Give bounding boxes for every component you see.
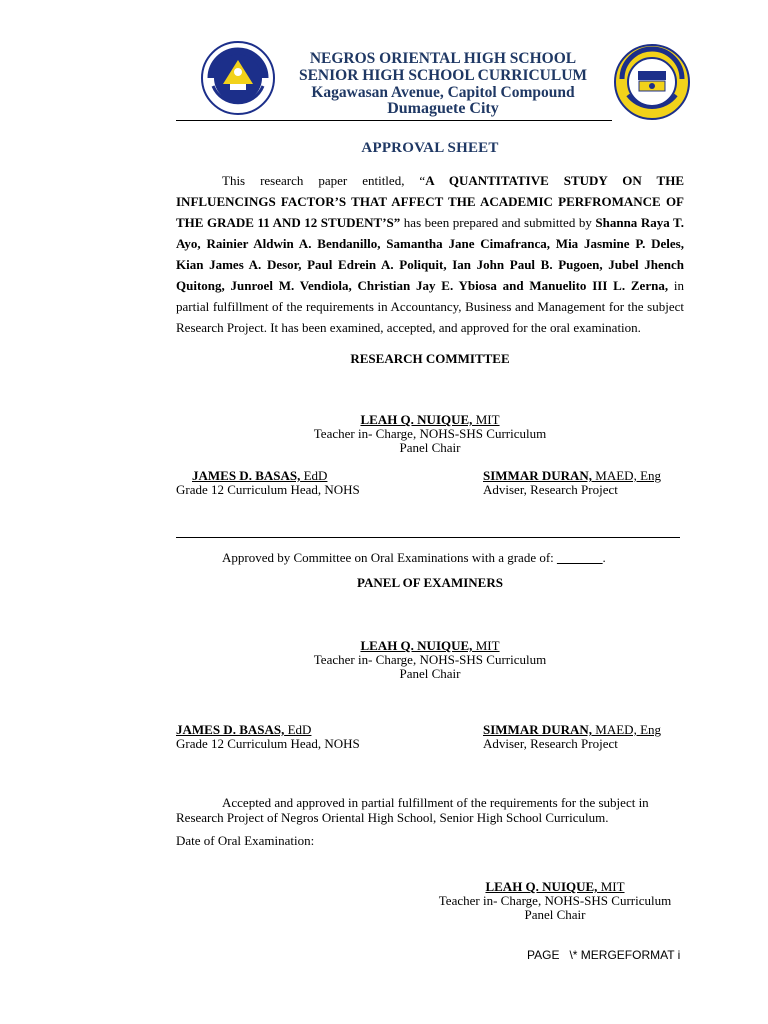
date-of-oral-exam-label: Date of Oral Examination: [176, 833, 315, 848]
committee-chair-title: Panel Chair [399, 440, 461, 455]
page-title: APPROVAL SHEET [361, 140, 499, 156]
grade-text: Approved by Committee on Oral Examinations with a grade of: [222, 550, 558, 565]
panel-chair-role: Teacher in- Charge, NOHS-SHS Curriculum [313, 652, 547, 667]
panel-right-signature [483, 723, 661, 751]
committee-left-name-line [192, 468, 327, 483]
acceptance-paragraph [176, 795, 676, 825]
final-name: LEAH Q. NUIQUE, [485, 879, 598, 894]
intro-lead: This research paper entitled, “ [222, 173, 426, 188]
committee-right-degree: MAED, Eng [592, 468, 662, 483]
school-name: NEGROS ORIENTAL HIGH SCHOOL [309, 50, 577, 67]
acceptance-text: Accepted and approved in partial fulfillment of the requirements for the subject in Research Project of Negros Oriental High School, Senior High School Curriculum. [176, 795, 649, 825]
committee-left-name: JAMES D. BASAS, [192, 468, 301, 483]
panel-left-degree: EdD [284, 722, 312, 737]
paper-title: A QUANTITATIVE STUDY ON THE INFLUENCINGS FACTOR’S THAT AFFECT THE ACADEMIC PERFROMANCE OF THE GRADE 11 AND 12 STUDENT’S” [176, 173, 684, 230]
grade-end: . [602, 550, 606, 565]
final-role: Teacher in- Charge, NOHS-SHS Curriculum [438, 893, 672, 908]
intro-mid: has been prepared and submitted by [400, 215, 596, 230]
committee-left-role: Grade 12 Curriculum Head, NOHS [176, 482, 360, 497]
panel-left-name: JAMES D. BASAS, [176, 722, 285, 737]
panel-right-role: Adviser, Research Project [483, 736, 618, 751]
research-committee-heading: RESEARCH COMMITTEE [350, 351, 510, 366]
school-city: Dumaguete City [387, 100, 499, 117]
panel-left-signature [176, 723, 360, 751]
page-number-footer: PAGE \* MERGEFORMAT i [527, 948, 681, 962]
committee-right-role: Adviser, Research Project [483, 482, 618, 497]
intro-tail: in partial fulfillment of the requirements in Accountancy, Business and Management for the subject Research Project. It has been examined, accepted, and approved for the oral examination. [176, 278, 684, 335]
panel-left-role: Grade 12 Curriculum Head, NOHS [176, 736, 360, 751]
committee-left-degree: EdD [300, 468, 328, 483]
grade-blank: _______ [557, 550, 603, 565]
panel-left-name-line [176, 722, 311, 737]
school-address: Kagawasan Avenue, Capitol Compound [311, 84, 575, 101]
grade-line [222, 550, 606, 566]
panel-chair-name: LEAH Q. NUIQUE, [360, 638, 473, 653]
header-rule [176, 120, 612, 121]
intro-paragraph [176, 170, 684, 338]
committee-chair-degree: MIT [472, 412, 500, 427]
committee-chair-signature [176, 413, 684, 455]
panel-right-name-line [483, 722, 661, 737]
deped-seal-logo [197, 40, 279, 116]
final-signature [420, 880, 690, 922]
committee-chair-name: LEAH Q. NUIQUE, [360, 412, 473, 427]
panel-of-examiners-heading: PANEL OF EXAMINERS [357, 575, 503, 590]
committee-chair-role: Teacher in- Charge, NOHS-SHS Curriculum [313, 426, 547, 441]
committee-chair-name-line [360, 412, 499, 427]
committee-right-name-line [483, 468, 661, 483]
panel-right-degree: MAED, Eng [592, 722, 662, 737]
panel-right-name: SIMMAR DURAN, [483, 722, 593, 737]
committee-left-signature [176, 469, 360, 497]
nohs-seal-logo [612, 43, 692, 121]
committee-right-name: SIMMAR DURAN, [483, 468, 593, 483]
final-title: Panel Chair [524, 907, 586, 922]
panel-chair-signature [176, 639, 684, 681]
panel-chair-degree: MIT [472, 638, 500, 653]
final-degree: MIT [597, 879, 625, 894]
committee-right-signature [483, 469, 661, 497]
panel-chair-title: Panel Chair [399, 666, 461, 681]
section-divider [176, 537, 680, 538]
author-list: Shanna Raya T. Ayo, Rainier Aldwin A. Bendanillo, Samantha Jane Cimafranca, Mia Jasmine P. Deles, Kian James A. Desor, Paul Edrein A. Poliquit, Ian John Paul B. Pugoen, Jubel Jhench Quitong, Junroel M. Vendiola, Christian Jay E. Ybiosa and Manuelito III L. Zerna, [176, 215, 684, 293]
panel-chair-name-line [360, 638, 499, 653]
curriculum-name: SENIOR HIGH SCHOOL CURRICULUM [298, 67, 588, 84]
final-name-line [485, 879, 624, 894]
